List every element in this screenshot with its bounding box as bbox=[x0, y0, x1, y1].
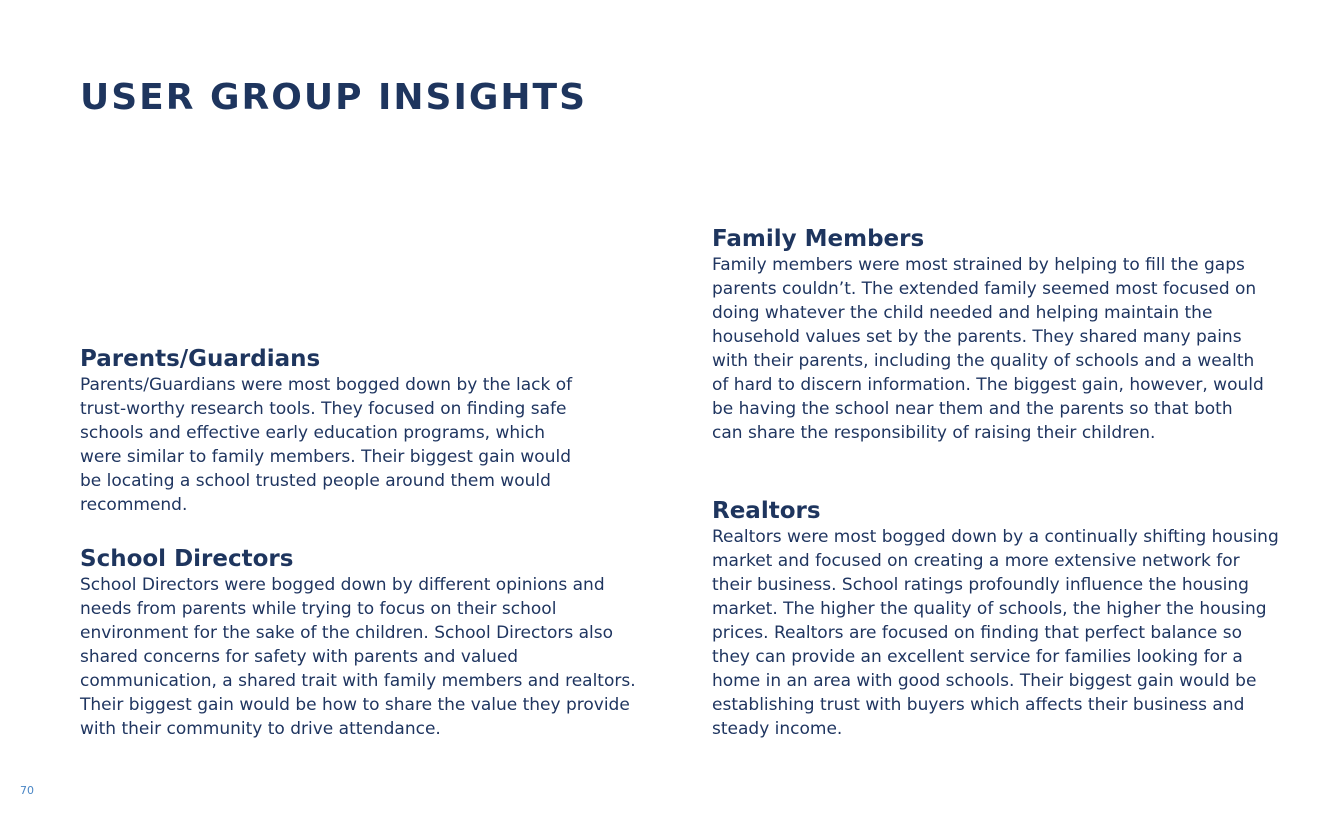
section-body: Realtors were most bogged down by a continually shifting housing market and focused on creating a more extensive network for their business. School ratings profoundly influence the housing market. The higher the quality of schools, the higher the housing prices. Realtors are focused on finding that perfect balance so they can provide an excellent service for families looking for a home in an area with good schools. Their biggest gain would be establishing trust with buyers which affects their business and steady income. bbox=[712, 527, 1279, 739]
section-parents-guardians bbox=[80, 345, 640, 517]
page-title: USER GROUP INSIGHTS bbox=[80, 77, 588, 118]
section-body: Parents/Guardians were most bogged down by the lack of trust-worthy research tools. They focused on finding safe schools and effective early education programs, which were similar to family members. Their biggest gain would be locating a school trusted people around them would recommend. bbox=[80, 375, 573, 515]
section-school-directors bbox=[80, 545, 640, 741]
page-number: 70 bbox=[20, 784, 34, 797]
section-family-members bbox=[712, 225, 1282, 445]
section-body: School Directors were bogged down by different opinions and needs from parents while trying to focus on their school environment for the sake of the children. School Directors also shared concerns for safety with parents and valued communication, a shared trait with family members and realtors. Their biggest gain would be how to share the value they provide with their community to drive attendance. bbox=[80, 575, 636, 739]
section-heading: School Directors bbox=[80, 546, 294, 572]
section-heading: Family Members bbox=[712, 226, 925, 252]
section-realtors bbox=[712, 497, 1282, 741]
section-body: Family members were most strained by helping to fill the gaps parents couldn’t. The extended family seemed most focused on doing whatever the child needed and helping maintain the household values set by the parents. They shared many pains with their parents, including the quality of schools and a wealth of hard to discern information. The biggest gain, however, would be having the school near them and the parents so that both can share the responsibility of raising their children. bbox=[712, 255, 1264, 443]
section-heading: Realtors bbox=[712, 498, 821, 524]
section-heading: Parents/Guardians bbox=[80, 346, 321, 372]
